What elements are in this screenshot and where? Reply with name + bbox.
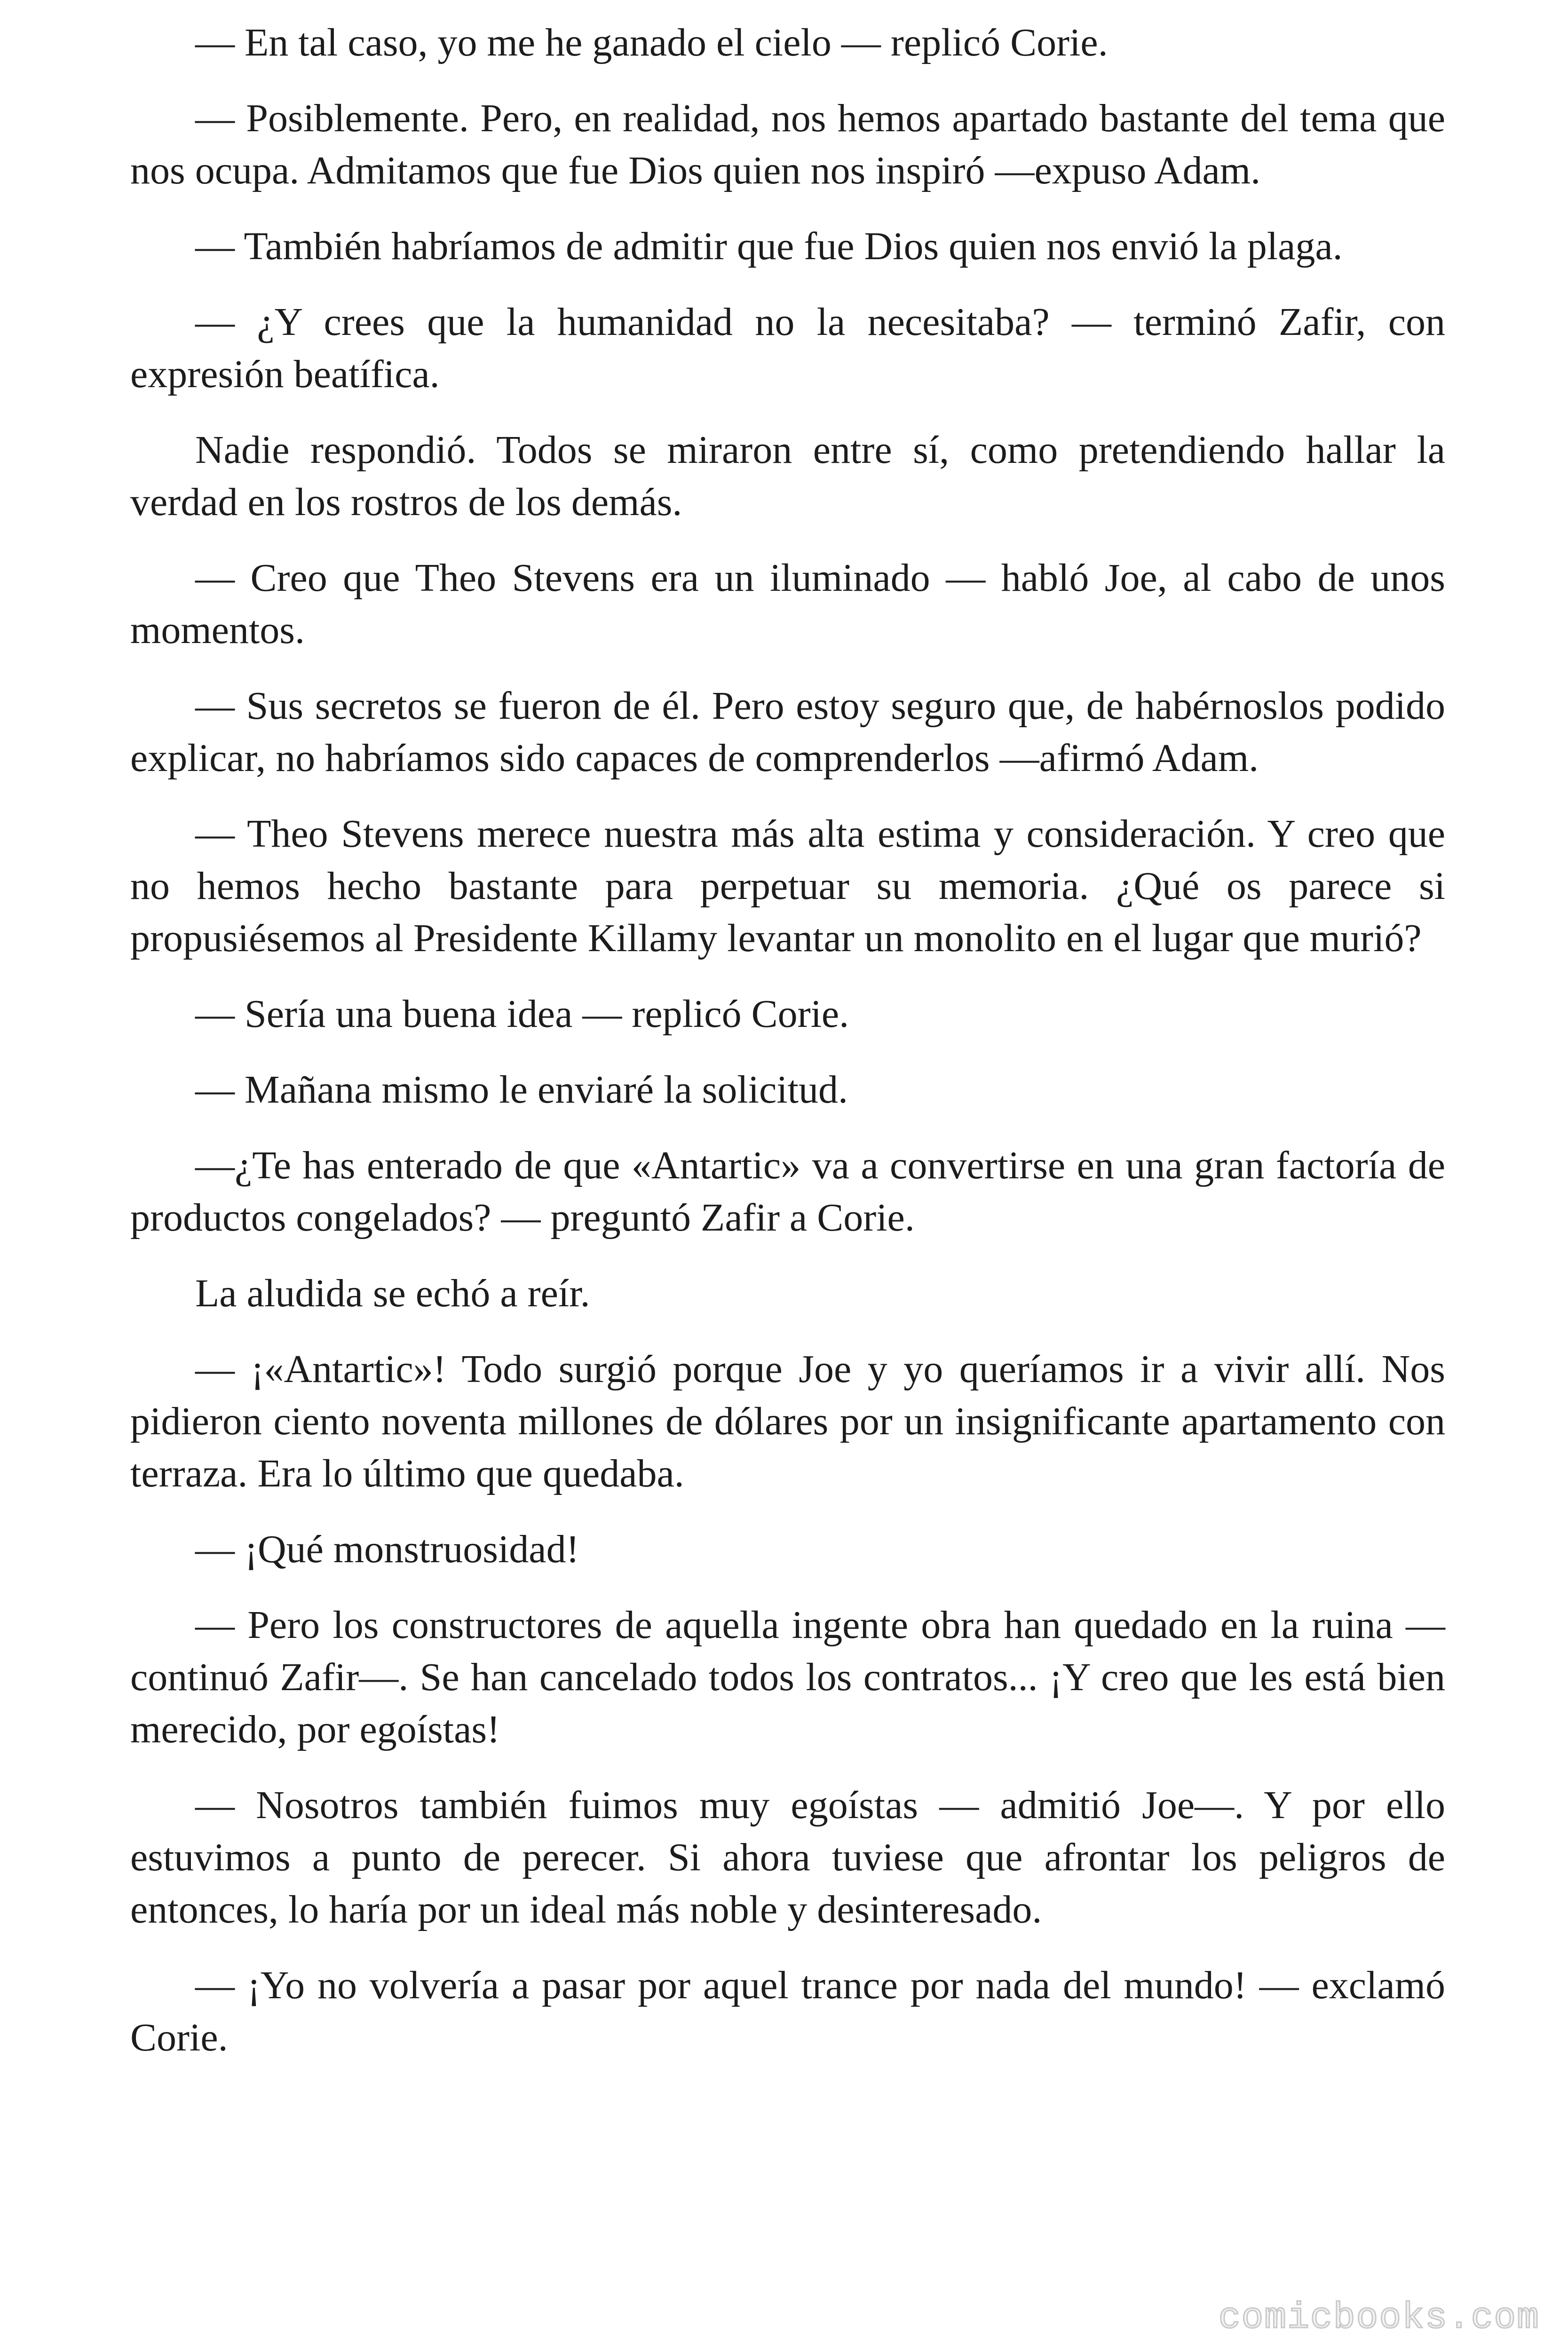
paragraph: — Sus secretos se fueron de él. Pero estoy seguro que, de habérnoslos podido explicar, no habríamos sido capaces de comprenderlos —afirmó Adam. [130, 684, 1445, 780]
paragraph: — Mañana mismo le enviaré la solicitud. [195, 1068, 848, 1112]
paragraph: — Posiblemente. Pero, en realidad, nos hemos apartado bastante del tema que nos ocupa. Admitamos que fue Dios quien nos inspiró —expuso Adam. [130, 96, 1445, 192]
paragraph: — ¡Qué monstruosidad! [195, 1527, 579, 1571]
paragraph: — ¡Yo no volvería a pasar por aquel trance por nada del mundo! — exclamó Corie. [130, 1963, 1445, 2059]
paragraph: — También habríamos de admitir que fue Dios quien nos envió la plaga. [195, 224, 1343, 268]
paragraph: — Theo Stevens merece nuestra más alta estima y consideración. Y creo que no hemos hecho bastante para perpetuar su memoria. ¿Qué os parece si propusiésemos al Presidente Killamy levantar un monolito en el lugar que murió? [130, 812, 1445, 960]
paragraph: — Nosotros también fuimos muy egoístas — admitió Joe—. Y por ello estuvimos a punto de perecer. Si ahora tuviese que afrontar los peligros de entonces, lo haría por un ideal más noble y desinteresado. [130, 1783, 1445, 1931]
paragraph: La aludida se echó a reír. [195, 1271, 590, 1315]
paragraph: — ¡«Antartic»! Todo surgió porque Joe y yo queríamos ir a vivir allí. Nos pidieron ciento noventa millones de dólares por un insignificante apartamento con terraza. Era lo último que quedaba. [130, 1347, 1445, 1495]
paragraph: — Creo que Theo Stevens era un iluminado — habló Joe, al cabo de unos momentos. [130, 556, 1445, 652]
paragraph: Nadie respondió. Todos se miraron entre sí, como pretendiendo hallar la verdad en los rostros de los demás. [130, 428, 1445, 524]
paragraph: —¿Te has enterado de que «Antartic» va a convertirse en una gran factoría de productos congelados? — preguntó Zafir a Corie. [130, 1144, 1445, 1240]
paragraph: — ¿Y crees que la humanidad no la necesitaba? — terminó Zafir, con expresión beatífica. [130, 300, 1445, 396]
page-body-text [130, 16, 1445, 2087]
paragraph: — En tal caso, yo me he ganado el cielo — replicó Corie. [195, 21, 1108, 64]
paragraph: — Sería una buena idea — replicó Corie. [195, 992, 849, 1036]
watermark-text: comicbooks.com [1218, 2297, 1540, 2339]
paragraph: — Pero los constructores de aquella ingente obra han quedado en la ruina —continuó Zafir—. Se han cancelado todos los contratos... ¡Y creo que les está bien merecido, por egoístas! [130, 1603, 1445, 1751]
